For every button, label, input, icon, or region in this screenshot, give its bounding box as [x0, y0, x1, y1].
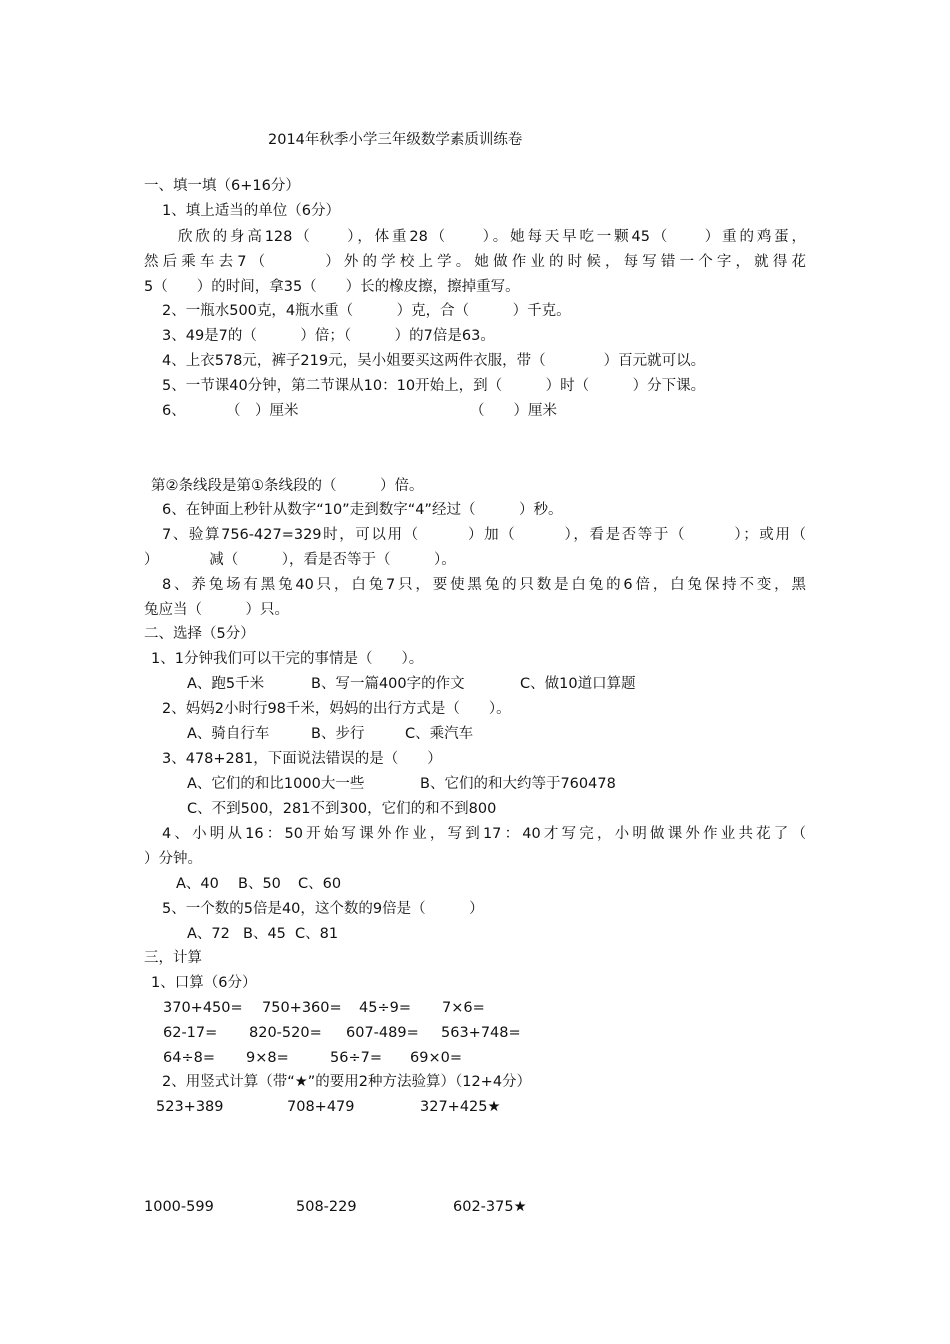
- q2-text: 2、一瓶水500克，4瓶水重（ ）克，合（ ）千克。: [162, 303, 571, 319]
- choice-q2-stem: 2、妈妈2小时行98千米，妈妈的出行方式是（ ）。: [162, 701, 511, 717]
- vertical-calc-item: 708+479: [287, 1099, 355, 1115]
- vertical-calc-item: 327+425★: [420, 1099, 501, 1115]
- mental-math-item: 607-489=: [346, 1025, 419, 1041]
- choice-q5-option-a: A、72: [187, 926, 230, 942]
- mental-math-item: 7×6=: [442, 1000, 485, 1016]
- choice-q5-option-b: B、45: [243, 926, 286, 942]
- section-2-heading: 二、选择（5分）: [144, 626, 255, 642]
- q1-paragraph-line-3: 5（ ）的时间，拿35（ ）长的橡皮擦，擦掉重写。: [144, 279, 520, 295]
- q6b-text: 6、在钟面上秒针从数字“10”走到数字“4”经过（ ）秒。: [162, 502, 563, 518]
- vertical-calc-item: 602-375★: [453, 1199, 527, 1215]
- q8-line-2: 兔应当（ ）只。: [144, 602, 289, 618]
- mental-math-item: 820-520=: [249, 1025, 322, 1041]
- choice-q3-option-c: C、不到500，281不到300，它们的和不到800: [187, 801, 497, 817]
- mental-math-label: 1、口算（6分）: [151, 975, 257, 991]
- choice-q4-line-1: 4、小明从16：50开始写课外作业，写到17：40才写完，小明做课外作业共花了（: [162, 826, 806, 842]
- page-title: 2014年秋季小学三年级数学素质训练卷: [268, 132, 523, 148]
- section-1-heading: 一、填一填（6+16分）: [144, 178, 300, 194]
- q6-segment-1-blank: （ ）厘米: [226, 403, 299, 419]
- choice-q4-option-b: B、50: [238, 876, 281, 892]
- vertical-calc-label: 2、用竖式计算（带“★”的要用2种方法验算）（12+4分）: [162, 1074, 532, 1090]
- q8-line-1: 8、养兔场有黑兔40只，白兔7只，要使黑兔的只数是白兔的6倍，白兔保持不变，黑: [162, 577, 806, 593]
- choice-q5-stem: 5、一个数的5倍是40，这个数的9倍是（ ）: [162, 901, 484, 917]
- vertical-calc-item: 523+389: [156, 1099, 224, 1115]
- choice-q1-stem: 1、1分钟我们可以干完的事情是（ ）。: [151, 651, 424, 667]
- choice-q3-option-b: B、它们的和大约等于760478: [420, 776, 616, 792]
- choice-q2-option-c: C、乘汽车: [405, 726, 474, 742]
- choice-q3-option-a: A、它们的和比1000大一些: [187, 776, 365, 792]
- mental-math-item: 56÷7=: [330, 1050, 382, 1066]
- choice-q2-option-b: B、步行: [311, 726, 365, 742]
- section-3-heading: 三，计算: [144, 950, 202, 966]
- vertical-calc-item: 1000-599: [144, 1199, 214, 1215]
- choice-q3-stem: 3、478+281，下面说法错误的是（ ）: [162, 751, 442, 767]
- q6-number: 6、: [162, 403, 186, 419]
- mental-math-item: 370+450=: [163, 1000, 243, 1016]
- mental-math-item: 69×0=: [410, 1050, 462, 1066]
- mental-math-item: 45÷9=: [359, 1000, 411, 1016]
- q4-text: 4、上衣578元，裤子219元，吴小姐要买这两件衣服，带（ ）百元就可以。: [162, 353, 706, 369]
- q1-paragraph-line-2: 然后乘车去7（ ）外的学校上学。她做作业的时候，每写错一个字，就得花: [144, 254, 806, 270]
- vertical-calc-item: 508-229: [296, 1199, 357, 1215]
- choice-q2-option-a: A、骑自行车: [187, 726, 270, 742]
- choice-q1-option-c: C、做10道口算题: [520, 676, 636, 692]
- choice-q1-option-b: B、写一篇400字的作文: [311, 676, 465, 692]
- q7-line-1: 7、验算756-427=329时，可以用（ ）加（ ），看是否等于（ ）；或用（: [162, 527, 806, 543]
- q7-line-2: ） 减（ ），看是否等于（ ）。: [144, 552, 456, 568]
- q6-segment-note: 第②条线段是第①条线段的（ ）倍。: [151, 478, 424, 494]
- mental-math-item: 64÷8=: [163, 1050, 215, 1066]
- mental-math-item: 62-17=: [163, 1025, 218, 1041]
- q5-text: 5、一节课40分钟，第二节课从10：10开始上，到（ ）时（ ）分下课。: [162, 378, 706, 394]
- choice-q4-line-2: ）分钟。: [144, 851, 202, 867]
- mental-math-item: 563+748=: [441, 1025, 521, 1041]
- mental-math-item: 750+360=: [262, 1000, 342, 1016]
- choice-q4-option-a: A、40: [176, 876, 219, 892]
- mental-math-item: 9×8=: [246, 1050, 289, 1066]
- choice-q1-option-a: A、跑5千米: [187, 676, 265, 692]
- q3-text: 3、49是7的（ ）倍；（ ）的7倍是63。: [162, 328, 495, 344]
- q1-paragraph-line-1: 欣欣的身高128（ ），体重28（ ）。她每天早吃一颗45（ ）重的鸡蛋，: [178, 229, 806, 245]
- q1-label: 1、填上适当的单位（6分）: [162, 203, 340, 219]
- choice-q5-option-c: C、81: [295, 926, 339, 942]
- choice-q4-option-c: C、60: [298, 876, 342, 892]
- q6-segment-2-blank: （ ）厘米: [470, 403, 557, 419]
